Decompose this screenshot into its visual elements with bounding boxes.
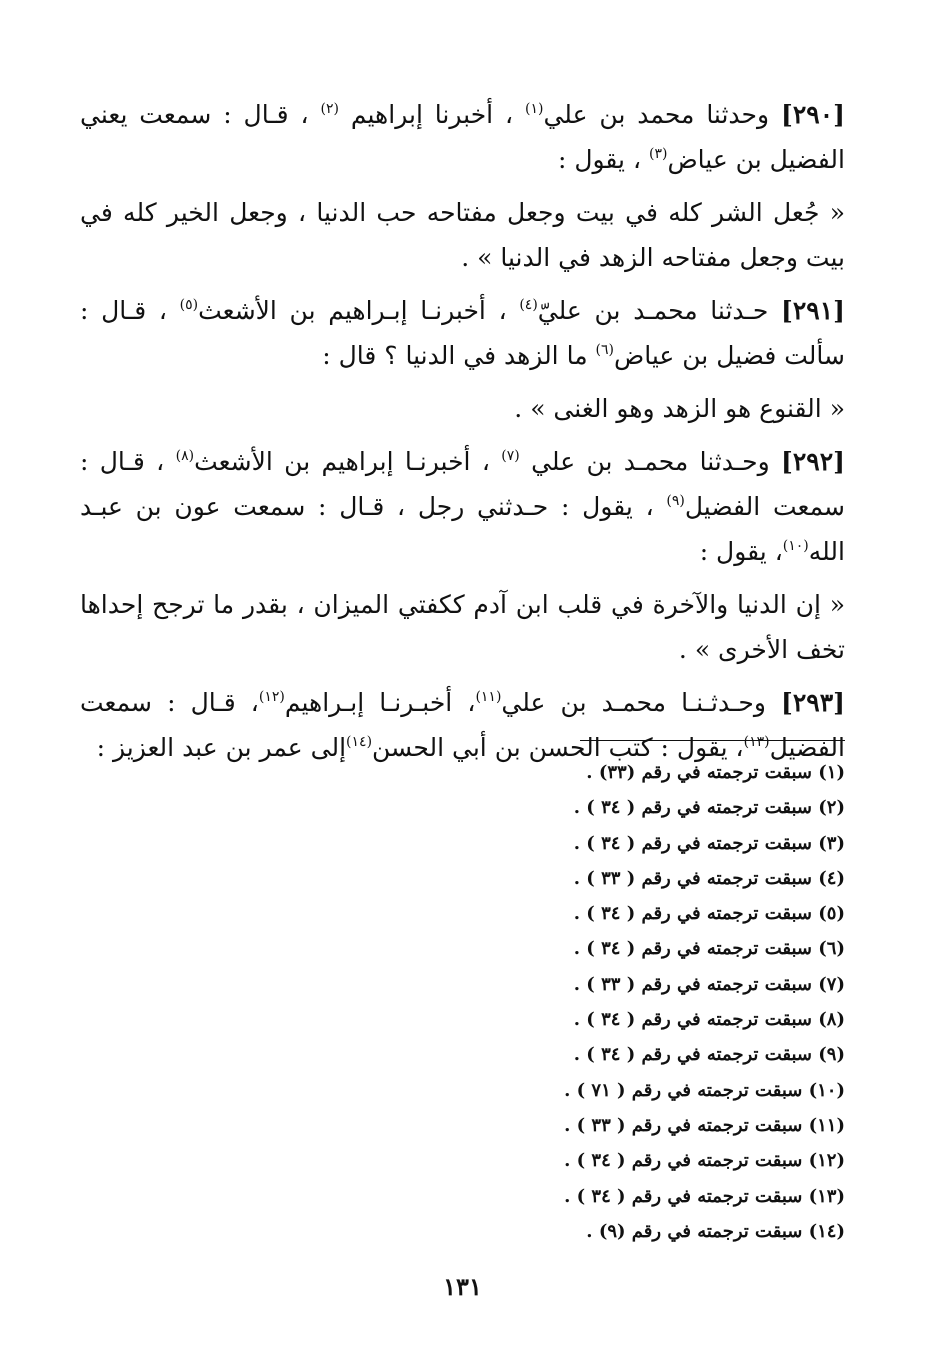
entry-quote: « القنوع هو الزهد وهو الغنى » . (514, 394, 845, 423)
entry-text: ، يقول : حـدثني رجل ، قـال : سمعت عون بن عبـد الله (80, 492, 845, 566)
footnote-ref: (٧) (501, 448, 520, 464)
entry-290 (80, 92, 845, 182)
entry-text: ، أخبرنا إبراهيم (338, 100, 525, 129)
entry-text: وحـدثنا محمـد بن علي (519, 447, 782, 476)
entry-number: [٢٩٣] (781, 688, 846, 717)
footnote-ref: (١٤) (346, 734, 373, 750)
footnote-item: (٨) سبقت ترجمته في رقم ( ٣٤ ) . (573, 1009, 845, 1031)
footnote-item: (٣) سبقت ترجمته في رقم ( ٣٤ ) . (573, 832, 845, 854)
entry-text: ، يقول : (557, 145, 649, 174)
entry-text: حـدثنا محمـد بن عليّ (537, 296, 782, 325)
footnote-divider (580, 740, 845, 741)
footnote-item: (١٠) سبقت ترجمته في رقم ( ٧١ ) . (564, 1079, 845, 1101)
footnote-item: (٥) سبقت ترجمته في رقم ( ٣٤ ) . (573, 903, 845, 925)
entry-291 (80, 288, 845, 378)
footnote-ref: (٦) (595, 342, 615, 358)
footnote-item: (١) سبقت ترجمته في رقم (٣٣) . (586, 762, 845, 783)
footnote-item: (١٤) سبقت ترجمته في رقم (٩) . (586, 1220, 845, 1242)
footnote-item: (١٣) سبقت ترجمته في رقم ( ٣٤ ) . (564, 1185, 845, 1207)
entry-text: ، أخبـرنـا إبـراهيم (284, 688, 476, 717)
entry-text: وحـدثـنـا محمـد بن علي (501, 688, 782, 717)
entry-text: ، قـال : سمعت الفضيل (80, 447, 845, 521)
entry-text: ما الزهد في الدنيا ؟ قال : (322, 341, 596, 370)
footnotes (345, 755, 845, 1249)
entry-text: ، أخبرنـا إبـراهيم بن الأشعث (198, 296, 520, 325)
footnote-ref: (٥) (179, 297, 199, 313)
footnote-ref: (٤) (519, 297, 538, 313)
footnote-ref: (١٠) (782, 538, 809, 554)
footnote-item: (١٢) سبقت ترجمته في رقم ( ٣٤ ) . (564, 1150, 845, 1172)
footnote-item: (٧) سبقت ترجمته في رقم ( ٣٣ ) . (573, 973, 845, 995)
entry-text: ، يقول : (699, 537, 783, 566)
entry-number: [٢٩٠] (781, 100, 845, 129)
footnote-item: (٩) سبقت ترجمته في رقم ( ٣٤ ) . (573, 1044, 845, 1066)
page-number: ١٣١ (443, 1272, 482, 1301)
footnote-ref: (١٣) (743, 734, 770, 750)
entry-text: إلى عمر بن عبد العزيز : (96, 733, 347, 762)
entry-292 (80, 439, 845, 574)
entry-quote: « جُعل الشر كله في بيت وجعل مفتاحه حب الدنيا ، وجعل الخير كله في بيت وجعل مفتاحه الزهد في الدنيا » . (80, 198, 845, 272)
entry-text: ، قـال : سألت فضيل بن عياض (80, 296, 845, 370)
footnote-ref: (٣) (648, 146, 668, 162)
footnote-item: (٤) سبقت ترجمته في رقم ( ٣٣ ) . (573, 867, 845, 889)
footnote-ref: (٢) (320, 101, 339, 117)
footnote-ref: (٩) (666, 493, 685, 509)
footnote-ref: (١١) (475, 689, 502, 705)
entry-number: [٢٩٢] (781, 447, 845, 476)
footnote-ref: (١) (525, 101, 544, 117)
entry-text: ، قـال : سمعت الفضيل (80, 688, 845, 762)
footnote-ref: (٨) (175, 448, 195, 464)
footnote-ref: (١٢) (258, 689, 285, 705)
footnote-item: (١١) سبقت ترجمته في رقم ( ٣٣ ) . (564, 1114, 845, 1136)
main-text (80, 92, 845, 778)
footnote-item: (٦) سبقت ترجمته في رقم ( ٣٤ ) . (573, 938, 845, 960)
entry-text: ، قـال : سمعت يعني الفضيل بن عياض (80, 100, 845, 174)
entry-text: ، يقول : كتب الحسن بن أبي الحسن (372, 733, 744, 762)
entry-text: وحدثنا محمد بن علي (543, 100, 781, 129)
entry-quote: « إن الدنيا والآخرة في قلب ابن آدم ككفتي الميزان ، بقدر ما ترجح إحداها تخف الأخرى » . (80, 590, 845, 664)
entry-text: ، أخبرنـا إبراهيم بن الأشعث (194, 447, 502, 476)
footnote-item: (٢) سبقت ترجمته في رقم ( ٣٤ ) . (573, 797, 845, 819)
entry-number: [٢٩١] (781, 296, 846, 325)
